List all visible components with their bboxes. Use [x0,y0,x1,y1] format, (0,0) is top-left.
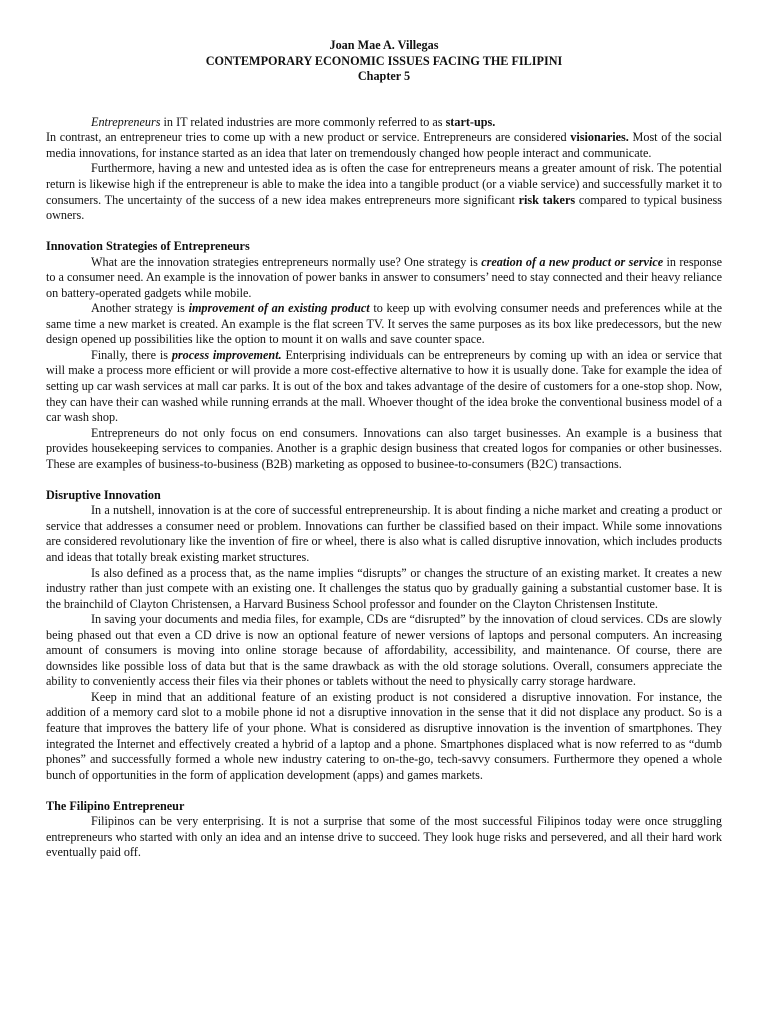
section2-paragraph-3: In saving your documents and media files, for example, CDs are “disrupted” by the innovation of cloud services. CDs are slowly being phased out that even a CD drive is now an optional feature of newer versions of laptops and personal computers. An increasing amount of consumers is moving into online storage because of affordability, accessibility, and maintenance. Of course, there are downsides like possible loss of data but that is the same drawback as with the old storage solutions. Overall, consumers appreciate the ability to conveniently access their files via their phones or tablets without the need to physically carry storage hardware. [46,612,722,689]
text-span: Finally, there is [91,347,172,362]
text-span: Another strategy is [91,301,189,316]
text-span: in response to a consumer need. An example is the innovation of power banks in answer to consumers’ need to stay connected and their heavy reliance on battery-operated gadgets while mobile. [46,254,722,300]
term-visionaries: visionaries. [570,130,629,145]
section1-paragraph-1 [46,255,722,302]
text-span: What are the innovation strategies entrepreneurs normally use? One strategy is [91,254,482,269]
intro-paragraph-3 [46,161,722,223]
term-process-improvement: process improvement. [171,347,282,362]
section-heading-disruptive-innovation: Disruptive Innovation [46,487,161,502]
author-name: Joan Mae A. Villegas [329,38,439,52]
text-span: In contrast, an entrepreneur tries to come up with a new product or service. Entrepreneurs are considered [46,130,571,145]
intro-paragraph-1 [46,115,722,131]
section2-paragraph-4: Keep in mind that an additional feature of an existing product is not considered a disruptive innovation. For instance, the addition of a memory card slot to a mobile phone id not a disruptive innovation in the sense that it did not displace any product. So is a feature that improves the battery life of your phone. What is considered as disruptive innovation is the invention of smartphones. They integrated the Internet and effectively created a hybrid of a laptop and a phone. Smartphones displaced what is now referred to as “dumb phones” and successfully formed a whole new industry catering to on-the-go, tech-savvy consumers. Furthermore they opened a whole bunch of opportunities in the form of application development (apps) and games markets. [46,689,722,782]
section3-paragraph-1: Filipinos can be very enterprising. It is not a surprise that some of the most successful Filipinos today were once struggling entrepreneurs who started with only an idea and an intense drive to succeed. They look huge risks and persevered, and all their hard work eventually paid off. [46,814,722,860]
section2-paragraph-1: In a nutshell, innovation is at the core of successful entrepreneurship. It is about finding a niche market and creating a product or service that addresses a consumer need or problem. Innovations can further be classified based on their impact. While some innovations are considered revolutionary like the invention of fire or wheel, there is also what is called disruptive innovation, which includes products and ideas that totally break existing market structures. [46,503,722,564]
section1-paragraph-4: Entrepreneurs do not only focus on end consumers. Innovations can also target businesses. An example is a business that provides housekeeping services to companies. Another is a graphic design business that created logos for companies or other businesses. These are examples of business-to-business (B2B) marketing as opposed to businee-to-consumers (B2C) transactions. [46,425,722,471]
intro-paragraph-2 [46,130,722,161]
section-heading-innovation-strategies: Innovation Strategies of Entrepreneurs [46,239,250,254]
section1-paragraph-3 [46,348,722,426]
text-span: Most of the social media innovations, for instance started as an idea that later on tremendously changed how people interact and communicate. [46,130,722,160]
term-start-ups: start-ups. [445,114,496,129]
document-body [46,115,722,861]
text-span: in IT related industries are more commonly referred to as [160,114,446,129]
text-span: Furthermore, having a new and untested idea as is often the case for entrepreneurs means a greater amount of risk. The potential return is likewise high if the entrepreneur is able to make the idea into a tangible product (or a viable service) and successfully market it to consumers. The uncertainty of the success of a new idea makes entrepreneurs more significant [46,161,722,207]
section-heading-filipino-entrepreneur: The Filipino Entrepreneur [46,798,185,813]
term-improvement: improvement of an existing product [188,301,370,316]
course-title: CONTEMPORARY ECONOMIC ISSUES FACING THE FILIPINI [205,53,563,68]
section1-paragraph-2 [46,301,722,348]
text-span: compared to typical business owners. [46,192,723,223]
term-risk-takers: risk takers [518,192,576,207]
text-span: to keep up with evolving consumer needs and preferences while at the same time a new market is created. An example is the flat screen TV. It serves the same purposes as its box like predecessors, but the new design opened up possibilities like the option to mount it on walls and save counter space. [46,301,722,347]
document-header [46,38,722,85]
chapter-label: Chapter 5 [357,69,411,84]
section2-paragraph-2: Is also defined as a process that, as the name implies “disrupts” or changes the structure of an existing market. It creates a new industry rather than just compete with an existing one. It challenges the status quo by gradually gaining a substantial customer base. It is the brainchild of Clayton Christensen, a Harvard Business School professor and founder on the Clayton Christensen Institute. [46,565,722,611]
term-new-product: creation of a new product or service [481,254,664,269]
term-entrepreneurs: Entrepreneurs [91,114,161,129]
text-span: Enterprising individuals can be entrepreneurs by coming up with an idea or service that will make a process more efficient or will provide a more cost-effective alternative to how it is usually done. Take for example the idea of setting up car wash services at mall car parks. It is out of the box and takes advantage of the desire of customers for a one-stop shop. Now, they can have their can washed while running errands at the mall. Whoever thought of the idea broke the conventional business model of a car wash shop. [46,347,723,425]
